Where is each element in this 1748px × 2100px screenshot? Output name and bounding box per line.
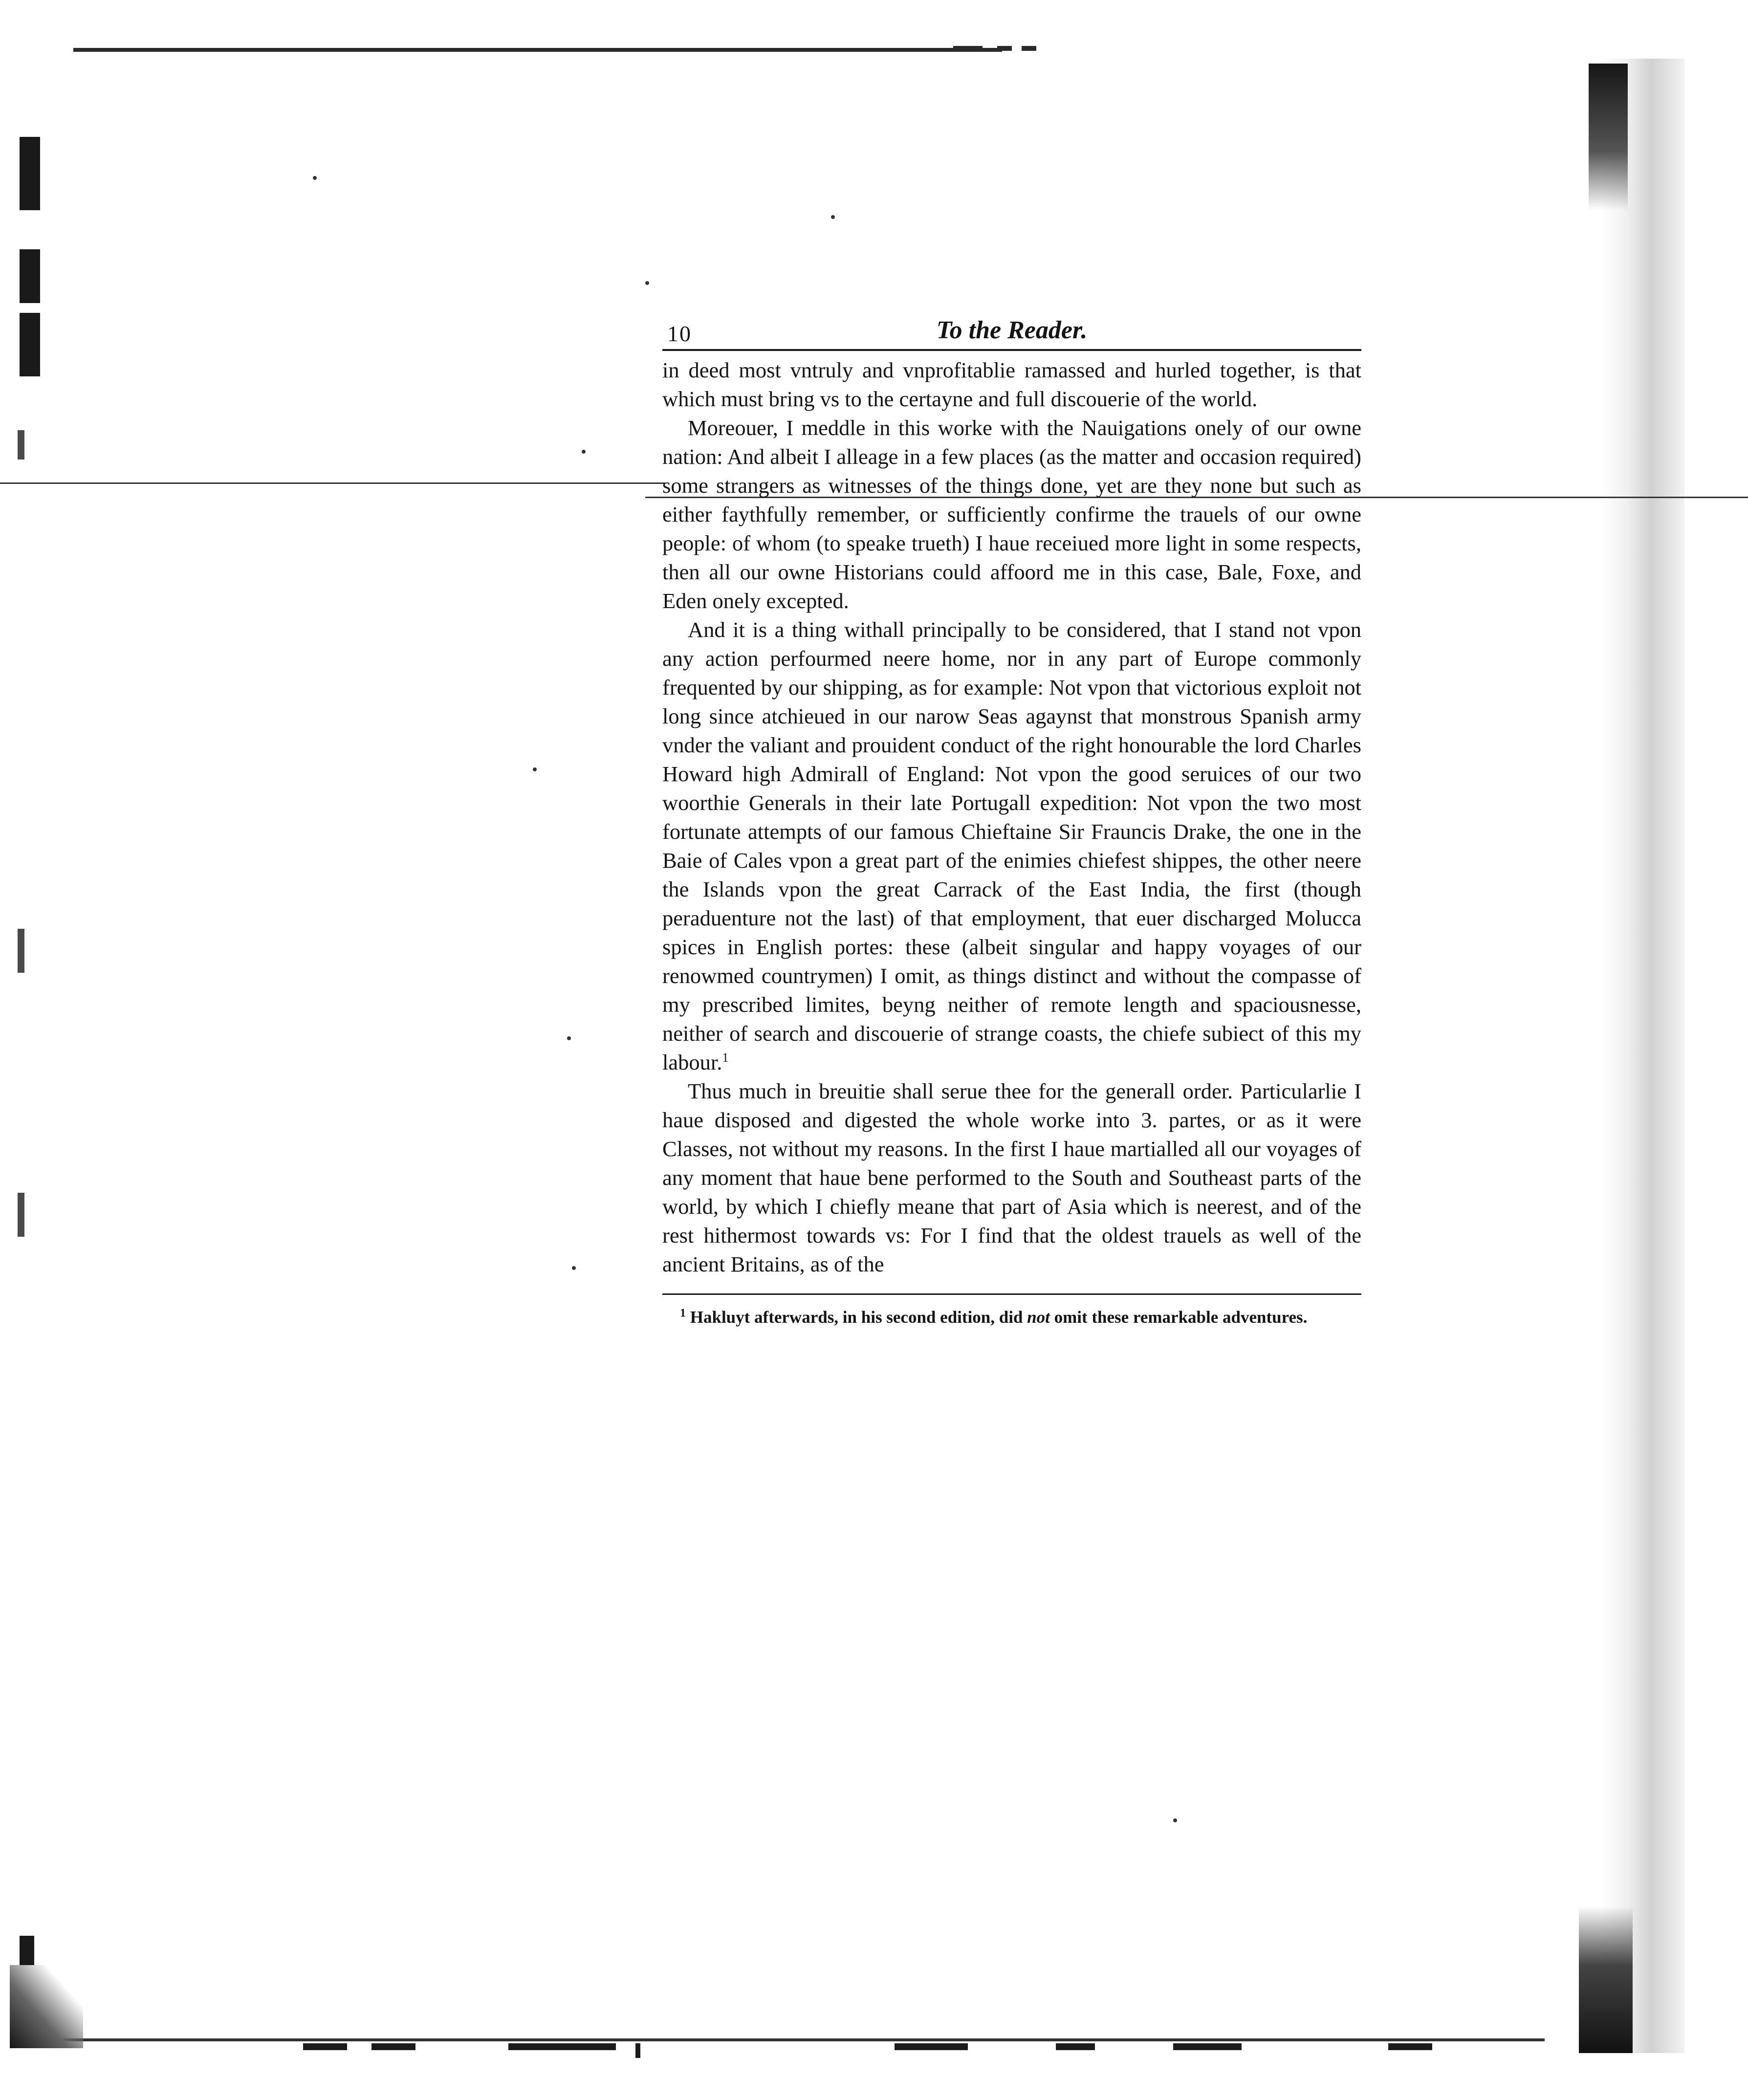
scan-border-mark	[303, 2043, 347, 2050]
scan-border-mark	[1056, 2043, 1095, 2050]
scan-speck	[1173, 1818, 1177, 1822]
scan-border-left	[20, 249, 40, 303]
scan-border-mark	[1173, 2043, 1242, 2050]
scan-speck	[572, 1266, 576, 1270]
header-rule	[662, 349, 1361, 351]
page-header	[662, 313, 1361, 349]
scan-border-left	[18, 1193, 24, 1237]
footnote-text: omit these remarkable adventures.	[1049, 1308, 1308, 1327]
footnote	[662, 1306, 1361, 1329]
scan-border-dash	[953, 46, 983, 51]
book-page	[662, 313, 1361, 1329]
scan-speck	[831, 215, 835, 219]
scan-border-mark	[1388, 2043, 1432, 2050]
page-number: 10	[667, 321, 692, 346]
scan-speck	[582, 450, 586, 454]
footnote-reference[interactable]: 1	[722, 1050, 729, 1065]
scan-border-left	[20, 313, 40, 376]
scan-speck	[567, 1036, 571, 1040]
running-title: To the Reader.	[936, 316, 1088, 344]
scan-border-right	[1601, 59, 1684, 2053]
paragraph: Moreouer, I meddle in this worke with the Nauigations onely of our owne nation: And albeit I alleage in a few places (as the matter and occasion required) some strangers as witnesses of the things done, yet are they none but such as either faythfully remember, or sufficiently confirme the trauels of our owne people: of whom (to speake trueth) I haue receiued more light in some respects, then all our owne Historians could affoord me in this case, Bale, Foxe, and Eden onely excepted.	[662, 416, 1361, 613]
scan-border-mark	[508, 2043, 616, 2050]
scan-border-dash	[997, 46, 1012, 51]
scan-speck	[533, 767, 537, 771]
paragraph: in deed most vntruly and vnprofitablie ramassed and hurled together, is that which must bring vs to the certayne and full discouerie of the world.	[662, 358, 1361, 411]
paragraph-text: And it is a thing withall principally to be considered, that I stand not vpon any action perfourmed neere home, nor in any part of Europe commonly frequented by our shipping, as for example: Not vpon that victorious exploit not long since atchieued in our narow Seas agaynst that monstrous Spanish army vnder the valiant and prouident conduct of the right honourable the lord Charles Howard high Admirall of England: Not vpon the good seruices of our two woorthie Generals in their late Portugall expedition: Not vpon the two most fortunate attempts of our famous Chieftaine Sir Frauncis Drake, the one in the Baie of Cales vpon a great part of the enimies chiefest shippes, the other neere the Islands vpon the great Carrack of the East India, the first (though peraduenture not the last) of that employment, that euer discharged Molucca spices in English portes: these (albeit singular and happy voyages of our renowmed countrymen) I omit, as things distinct and without the compasse of my prescribed limites, beyng neither of remote length and spaciousnesse, neither of search and discouerie of strange coasts, the chiefe subiect of this my labour.	[662, 617, 1361, 1074]
scan-shadow-right-bottom	[1579, 1906, 1633, 2053]
scan-border-bottom	[29, 2038, 1545, 2041]
scan-border-mark	[895, 2043, 968, 2050]
paragraph	[662, 615, 1361, 1077]
scan-border-mark	[635, 2043, 640, 2058]
scan-shadow-right-top	[1589, 64, 1628, 210]
footnote-mark: 1	[680, 1307, 686, 1320]
footnote-text: Hakluyt afterwards, in his second edition, did	[690, 1308, 1027, 1327]
footnote-emphasis: not	[1027, 1308, 1050, 1327]
scan-border-left	[20, 1936, 34, 1965]
scan-border-left	[18, 929, 24, 973]
scan-shadow-bottom-left	[10, 1965, 83, 2048]
scan-stray-line	[0, 482, 665, 484]
scan-border-dash	[1022, 46, 1036, 51]
scan-speck	[645, 281, 649, 285]
scan-border-left	[18, 430, 24, 459]
scan-border-top	[73, 48, 1002, 52]
scan-border-left	[20, 137, 40, 210]
footnote-rule	[662, 1293, 1361, 1295]
paragraph: Thus much in breuitie shall serue thee for the generall order. Particularlie I haue disposed and digested the whole worke into 3. partes, or as it were Classes, not without my reasons. In the first I haue martialled all our voyages of any moment that haue bene performed to the South and Southeast parts of the world, by which I chiefly meane that part of Asia which is neerest, and of the rest hithermost towards vs: For I find that the oldest trauels as well of the ancient Britains, as of the	[662, 1079, 1361, 1276]
scan-speck	[313, 176, 317, 180]
body-text	[662, 356, 1361, 1279]
scan-border-mark	[371, 2043, 415, 2050]
